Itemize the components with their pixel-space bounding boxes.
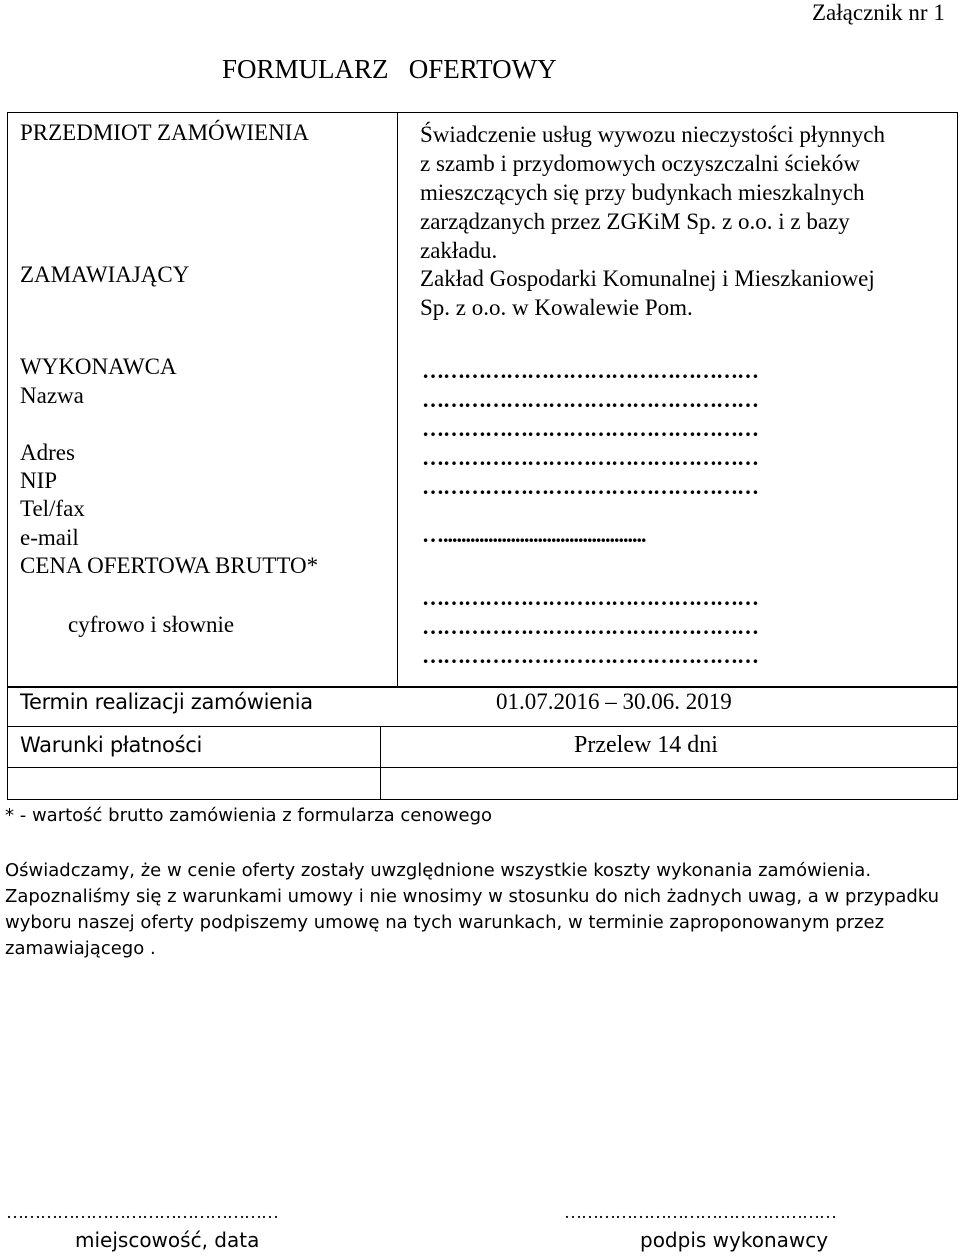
term-value: 01.07.2016 – 30.06. 2019	[496, 689, 732, 714]
ordering-party-line: Sp. z o.o. w Kowalewie Pom.	[420, 295, 693, 320]
contractor-label: WYKONAWCA	[20, 354, 177, 379]
declaration-line: wyboru naszej oferty podpiszemy umowę na tych warunkach, w terminie zaproponowanym przez	[5, 912, 885, 933]
price-fill-line[interactable]: …………………………………………	[422, 614, 758, 639]
term-label: Termin realizacji zamówienia	[20, 690, 313, 714]
ordering-party-label: ZAMAWIAJĄCY	[20, 262, 190, 287]
contractor-field-email: e-mail	[20, 525, 79, 550]
price-fill-line[interactable]: …………………………………………	[422, 643, 758, 668]
ordering-party-value	[420, 264, 875, 322]
contractor-field-address: Adres	[20, 440, 75, 465]
subject-line: zarządzanych przez ZGKiM Sp. z o.o. i z bazy	[420, 209, 850, 234]
ordering-party-line: Zakład Gospodarki Komunalnej i Mieszkaniowej	[420, 266, 875, 291]
payment-value: Przelew 14 dni	[574, 732, 718, 758]
price-sublabel: cyfrowo i słownie	[68, 612, 235, 637]
place-date-label: miejscowość, data	[75, 1228, 260, 1252]
place-date-fill-line[interactable]: …………………………………………	[6, 1202, 278, 1222]
subject-line: Świadczenie usług wywozu nieczystości płynnych	[420, 122, 885, 147]
annex-label: Załącznik nr 1	[812, 0, 945, 25]
contractor-fill-line[interactable]: …………………………………………	[422, 387, 758, 412]
signature-label: podpis wykonawcy	[640, 1228, 829, 1252]
footnote: * - wartość brutto zamówienia z formularza cenowego	[5, 805, 493, 826]
contractor-field-name: Nazwa	[20, 383, 84, 408]
declaration-line: Oświadczamy, że w cenie oferty zostały uwzględnione wszystkie koszty wykonania zamówienia.	[5, 860, 872, 881]
contractor-field-telfax: Tel/fax	[20, 496, 85, 521]
subject-line: zakładu.	[420, 238, 498, 263]
contractor-fill-line[interactable]: …………………………………………	[422, 416, 758, 441]
declaration-line: Zapoznaliśmy się z warunkami umowy i nie wnosimy w stosunku do nich żadnych uwag, a w przypadku	[5, 886, 940, 907]
declaration-line: zamawiającego .	[5, 938, 156, 959]
payment-divider	[380, 726, 381, 768]
subject-description	[420, 120, 885, 265]
signature-fill-line[interactable]: …………………………………………	[564, 1202, 836, 1222]
empty-row	[7, 767, 958, 800]
table-divider	[397, 112, 398, 687]
price-label: CENA OFERTOWA BRUTTO*	[20, 553, 319, 578]
empty-row-divider	[380, 767, 381, 800]
contractor-fill-line[interactable]: …………………………………………	[422, 358, 758, 383]
contractor-fill-line[interactable]: ….............................................	[422, 522, 646, 547]
subject-line: mieszczących się przy budynkach mieszkalnych	[420, 180, 865, 205]
price-fill-line[interactable]: …………………………………………	[422, 585, 758, 610]
contractor-fill-line[interactable]: …………………………………………	[422, 474, 758, 499]
declaration	[5, 858, 939, 962]
form-title: FORMULARZ OFERTOWY	[222, 54, 557, 84]
subject-label: PRZEDMIOT ZAMÓWIENIA	[20, 120, 309, 145]
contractor-field-nip: NIP	[20, 468, 58, 493]
contractor-fill-line[interactable]: …………………………………………	[422, 445, 758, 470]
subject-line: z szamb i przydomowych oczyszczalni ścieków	[420, 151, 861, 176]
payment-label: Warunki płatności	[20, 733, 202, 757]
